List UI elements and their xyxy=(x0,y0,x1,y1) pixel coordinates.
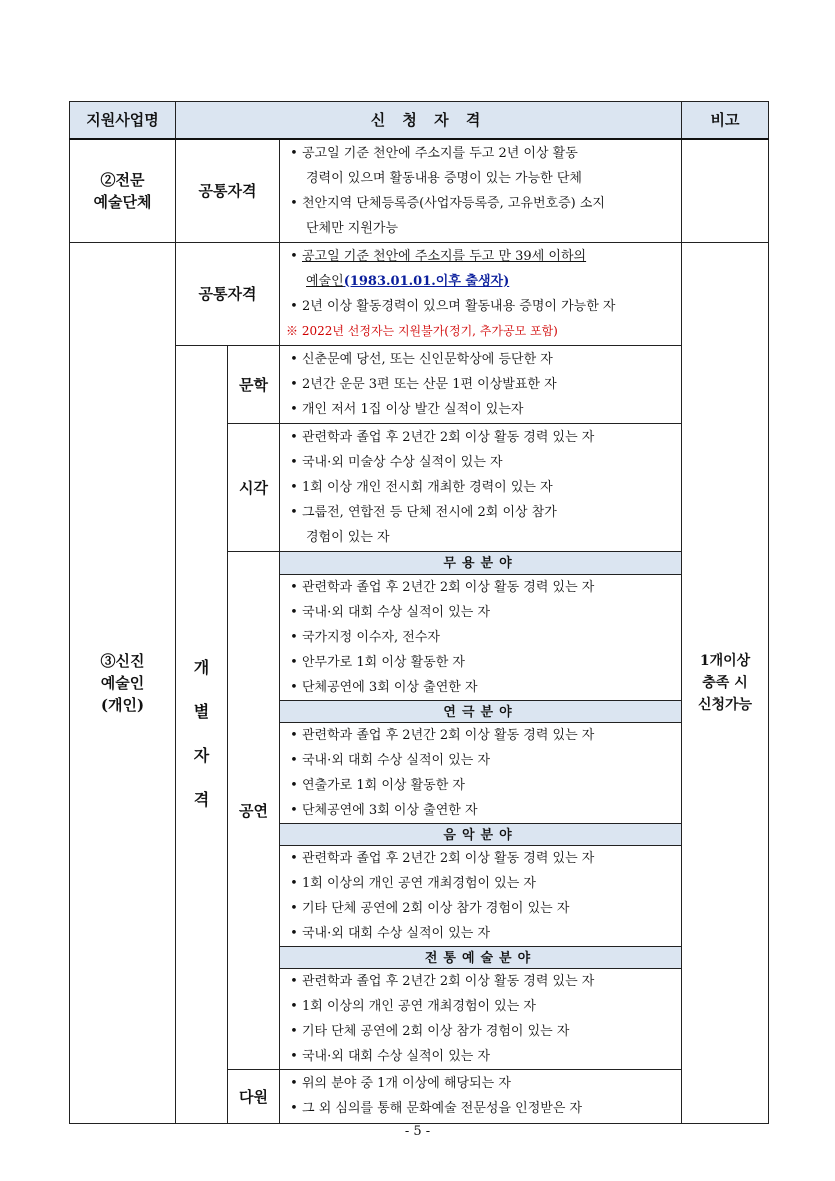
list-item: 단체만 지원가능 xyxy=(306,220,399,236)
list-item: • 기타 단체 공연에 2회 이상 참가 경험이 있는 자 xyxy=(286,1019,677,1044)
birthdate-condition: (1983.01.01.이후 출생자) xyxy=(343,273,510,289)
theater-field-header: 연극분야 xyxy=(280,700,681,723)
list-item: • 기타 단체 공연에 2회 이상 참가 경험이 있는 자 xyxy=(286,896,677,921)
list-item: • 2년간 운문 3편 또는 산문 1편 이상발표한 자 xyxy=(286,372,677,397)
performance-content xyxy=(280,551,682,1069)
common-eligibility-label-artist: 공통자격 xyxy=(176,242,280,345)
list-item: • 국내·외 대회 수상 실적이 있는 자 xyxy=(286,600,677,625)
music-field-header: 음악분야 xyxy=(280,823,681,846)
header-program-name: 지원사업명 xyxy=(70,102,176,139)
list-item: 예술인(1983.01.01.이후 출생자) xyxy=(306,273,510,289)
field-visual: 시각 xyxy=(228,423,280,551)
header-remarks: 비고 xyxy=(682,102,769,139)
traditional-field-header: 전통예술분야 xyxy=(280,946,681,969)
list-item: • 단체공연에 3회 이상 출연한 자 xyxy=(286,798,677,823)
list-item: • 국가지정 이수자, 전수자 xyxy=(286,625,677,650)
program-professional-group: ②전문 예술단체 xyxy=(70,139,176,243)
program-emerging-artist: ③신진 예술인 (개인) xyxy=(70,242,176,1123)
list-item: • 관련학과 졸업 후 2년간 2회 이상 활동 경력 있는 자 xyxy=(286,723,677,748)
list-item: • 국내·외 미술상 수상 실적이 있는 자 xyxy=(286,450,677,475)
multidisciplinary-content xyxy=(280,1069,682,1123)
eligibility-table xyxy=(69,101,769,1124)
list-item: • 공고일 기준 천안에 주소지를 두고 2년 이상 활동 xyxy=(286,141,677,166)
header-eligibility: 신 청 자 격 xyxy=(176,102,682,139)
field-performance: 공연 xyxy=(228,551,280,1069)
list-item: • 안무가로 1회 이상 활동한 자 xyxy=(286,650,677,675)
page-number: - 5 - xyxy=(404,1124,431,1139)
list-item: • 그룹전, 연합전 등 단체 전시에 2회 이상 참가 xyxy=(286,500,677,525)
list-item: • 위의 분야 중 1개 이상에 해당되는 자 xyxy=(286,1071,677,1096)
list-item: • 그 외 심의를 통해 문화예술 전문성을 인정받은 자 xyxy=(286,1096,677,1121)
dance-field-header: 무용분야 xyxy=(280,552,681,575)
list-item: • 연출가로 1회 이상 활동한 자 xyxy=(286,773,677,798)
list-item: • 1회 이상의 개인 공연 개최경험이 있는 자 xyxy=(286,994,677,1019)
list-item: • 1회 이상의 개인 공연 개최경험이 있는 자 xyxy=(286,871,677,896)
individual-eligibility-label: 개 별 자 격 xyxy=(176,345,228,1123)
literature-content xyxy=(280,345,682,423)
list-item: • 국내·외 대회 수상 실적이 있는 자 xyxy=(286,921,677,946)
list-item: • 관련학과 졸업 후 2년간 2회 이상 활동 경력 있는 자 xyxy=(286,846,677,871)
visual-content xyxy=(280,423,682,551)
remarks-note: 1개이상 충족 시 신청가능 xyxy=(682,242,769,1123)
list-item: • 국내·외 대회 수상 실적이 있는 자 xyxy=(286,1044,677,1069)
list-item: • 1회 이상 개인 전시회 개최한 경력이 있는 자 xyxy=(286,475,677,500)
list-item: • 천안지역 단체등록증(사업자등록증, 고유번호증) 소지 xyxy=(286,191,677,216)
remarks-empty xyxy=(682,139,769,243)
list-item: • 관련학과 졸업 후 2년간 2회 이상 활동 경력 있는 자 xyxy=(286,969,677,994)
common-eligibility-label-group: 공통자격 xyxy=(176,139,280,243)
list-item: • 단체공연에 3회 이상 출연한 자 xyxy=(286,675,677,700)
list-item: • 관련학과 졸업 후 2년간 2회 이상 활동 경력 있는 자 xyxy=(286,575,677,600)
list-item: • 국내·외 대회 수상 실적이 있는 자 xyxy=(286,748,677,773)
list-item: • 2년 이상 활동경력이 있으며 활동내용 증명이 가능한 자 xyxy=(286,294,677,319)
exclusion-note: ※ 2022년 선정자는 지원불가(정기, 추가공모 포함) xyxy=(286,323,558,338)
list-item: • 공고일 기준 천안에 주소지를 두고 만 39세 이하의 xyxy=(286,244,677,269)
list-item: • 신춘문예 당선, 또는 신인문학상에 등단한 자 xyxy=(286,347,677,372)
group-eligibility-content xyxy=(280,139,682,243)
list-item: 경력이 있으며 활동내용 증명이 있는 가능한 단체 xyxy=(306,170,582,186)
artist-common-content xyxy=(280,242,682,345)
list-item: • 관련학과 졸업 후 2년간 2회 이상 활동 경력 있는 자 xyxy=(286,425,677,450)
field-multidisciplinary: 다원 xyxy=(228,1069,280,1123)
list-item: • 개인 저서 1집 이상 발간 실적이 있는자 xyxy=(286,397,677,422)
field-literature: 문학 xyxy=(228,345,280,423)
list-item: 경험이 있는 자 xyxy=(306,529,390,545)
